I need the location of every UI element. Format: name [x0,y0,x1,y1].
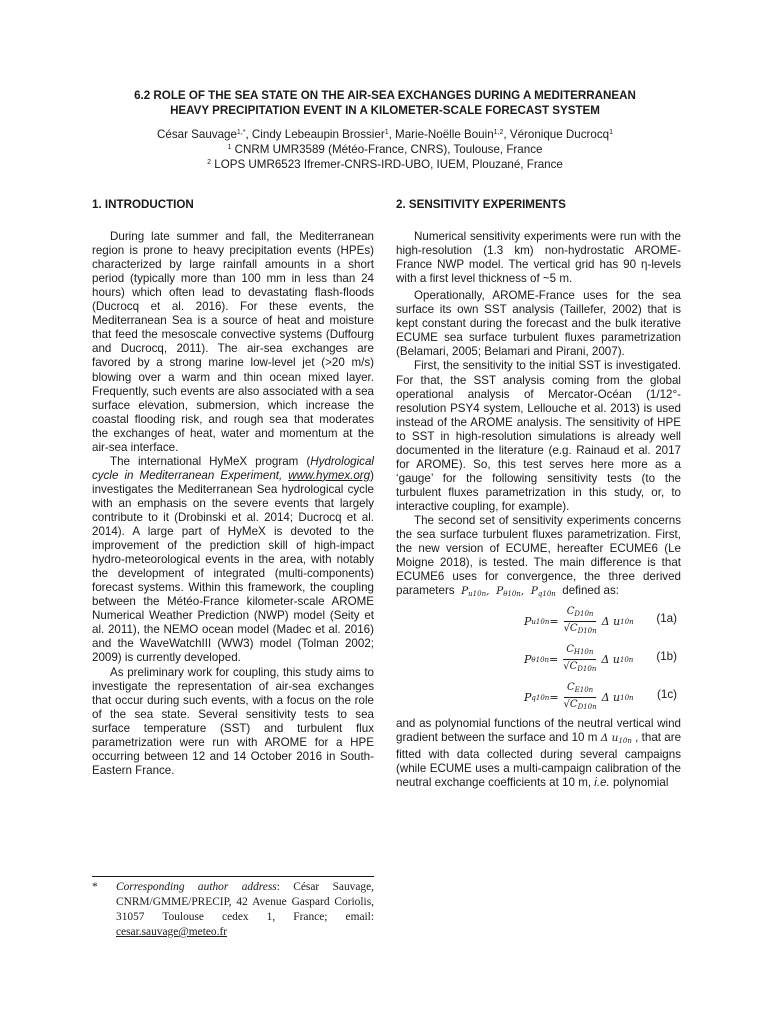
equation-label-1c: (1c) [657,688,677,702]
intro-paragraph-3: As preliminary work for coupling, this study aims to investigate the representation of air-sea exchanges that occur during such events, with a focus on the role of the sea state. Several sensitivity tests to sea surface temperature (SST) and turbulent flux parametrization were run with AROME for a HPE occurring between 12 and 14 October 2016 in South-Eastern France. [92,665,374,777]
footnote-label: Corresponding author address [116,881,277,893]
author-list: César Sauvage$^{1,*}$, Cindy Lebeaupin Brossier$^1$, Marie-Noëlle Bouin$^{1,2}$, Véronique Ducrocq$^1$ [157,128,613,141]
equation-1b: P θ10n = $\frac{C_{H10n}}{√C_{D10n}}$ Δ u 10n (1b) [524,644,677,674]
equation-1c: P q10n = $\frac{C_{E10n}}{√C_{D10n}}$ Δ u 10n (1c) [524,682,677,712]
paper-title [60,88,710,118]
affiliation-2: $^2$ LOPS UMR6523 Ifremer-CNRS-IRD-UBO, IUEM, Plouzané, France [207,157,563,171]
author-block [60,128,710,172]
sens-paragraph-2: Operationally, AROME-France uses for the sea surface its own SST analysis (Taillefer, 2002) that is kept constant during the forecast and the bulk iterative ECUME sea surface turbulent fluxes parametrization (Belamari, 2005; Belamari and Pirani, 2007). [396,289,681,359]
hymex-link[interactable]: www.hymex.org [288,468,371,482]
footnote: * Corresponding author address: César Sauvage, CNRM/GMME/PRECIP, 42 Avenue Gaspard Coriolis, 31057 Toulouse cedex 1, France; email: cesar.sauvage@meteo.fr [92,881,375,938]
footnote-divider [92,876,374,877]
footnote-mark: * [92,881,98,893]
left-column [92,198,374,778]
equation-label-1b: (1b) [656,650,677,664]
title-line-2: HEAVY PRECIPITATION EVENT IN A KILOMETER-SCALE FORECAST SYSTEM [170,104,600,117]
section-heading-introduction: 1. INTRODUCTION [92,198,194,211]
equation-label-1a: (1a) [656,612,677,626]
section-heading-sensitivity: 2. SENSITIVITY EXPERIMENTS [396,198,566,211]
sens-paragraph-3: First, the sensitivity to the initial SST is investigated. For that, the SST analysis coming from the global operational analysis of Mercator-Océan (1/12°-resolution PSY4 system, Lellouche et al. 2013) is used instead of the AROME analysis. The sensitivity of HPE to SST in high-resolution simulations is already well documented in the literature (e.g. Rainaud et al. 2017 for AROME). So, this test serves here more as a ‘gauge’ for the following sensitivity tests (to the turbulent fluxes parametrization in this study, or, to interactive coupling, for example). [396,359,681,513]
sens-paragraph-1: Numerical sensitivity experiments were run with the high-resolution (1.3 km) non-hydrostatic AROME-France NWP model. The vertical grid has 90 η-levels with a first level thickness of ~5 m. [396,230,681,286]
param-list: $P_{u10n}$, $P_{\theta 10n}$, $P_{q10n}$ [461,585,556,599]
equation-1a: P u10n = $\frac{C_{D10n}}{√C_{D10n}}$ Δ u 10n (1a) [524,606,677,636]
author-email-link[interactable]: cesar.sauvage@meteo.fr [116,926,228,938]
intro-paragraph-1: During late summer and fall, the Mediterranean region is prone to heavy precipitation events (HPEs) characterized by large rainfall amounts in a short period (typically more than 100 mm in less than 24 hours) which often lead to devastating flash-floods (Ducrocq et al. 2016). For these events, the Mediterranean Sea is a source of heat and moisture that feed the mesoscale convective systems (Duffourg and Ducrocq, 2011). The air-sea exchanges are favored by a strong marine low-level jet (>20 m/s) blowing over a warm and thin ocean mixed layer. Frequently, such events are also associated with a sea surface elevation, submersion, which increase the coastal flooding risk, and rough sea that moderates the exchanges of heat, water and momentum at the air-sea interface. [92,230,374,454]
sens-paragraph-5: and as polynomial functions of the neutral vertical wind gradient between the surface and 10 m Δ $u_{10n}$ , that are fitted with data collected during several campaigns (while ECUME uses a multi-campaign calibration of the neutral exchange coefficients at 10 m, i.e. polynomial [396,717,682,790]
title-line-1: 6.2 ROLE OF THE SEA STATE ON THE AIR-SEA EXCHANGES DURING A MEDITERRANEAN [134,89,636,102]
right-column [396,198,681,791]
intro-paragraph-2: The international HyMeX program (Hydrological cycle in Mediterranean Experiment, www.hymex.org) investigates the Mediterranean Sea hydrological cycle with an emphasis on the severe events that largely contribute to it (Drobinski et al. 2014; Ducrocq et al. 2014). A large part of HyMeX is devoted to the improvement of the prediction skill of high-impact hydro-meteorological events in the area, with notably the development of integrated (multi-components) forecast systems. Within this framework, the coupling between the Météo-France kilometer-scale AROME Numerical Weather Prediction (NWP) model (Seity et al. 2011), the NEMO ocean model (Madec et al. 2016) and the WaveWatchIII (WW3) model (Tolman 2002; 2009) is currently developed. [92,454,374,665]
affiliation-1: $^1$ CNRM UMR3589 (Météo-France, CNRS), Toulouse, France [227,142,543,156]
sens-paragraph-4: The second set of sensitivity experiments concerns the sea surface turbulent fluxes parametrization. First, the new version of ECUME, hereafter ECUME6 (Le Moigne 2018), is tested. The main difference is that ECUME6 uses for convergence, the three derived parameters $P_{u10n}$, $P_{\theta 10n}$, $P_{q10n}$ defined as: [396,513,681,599]
